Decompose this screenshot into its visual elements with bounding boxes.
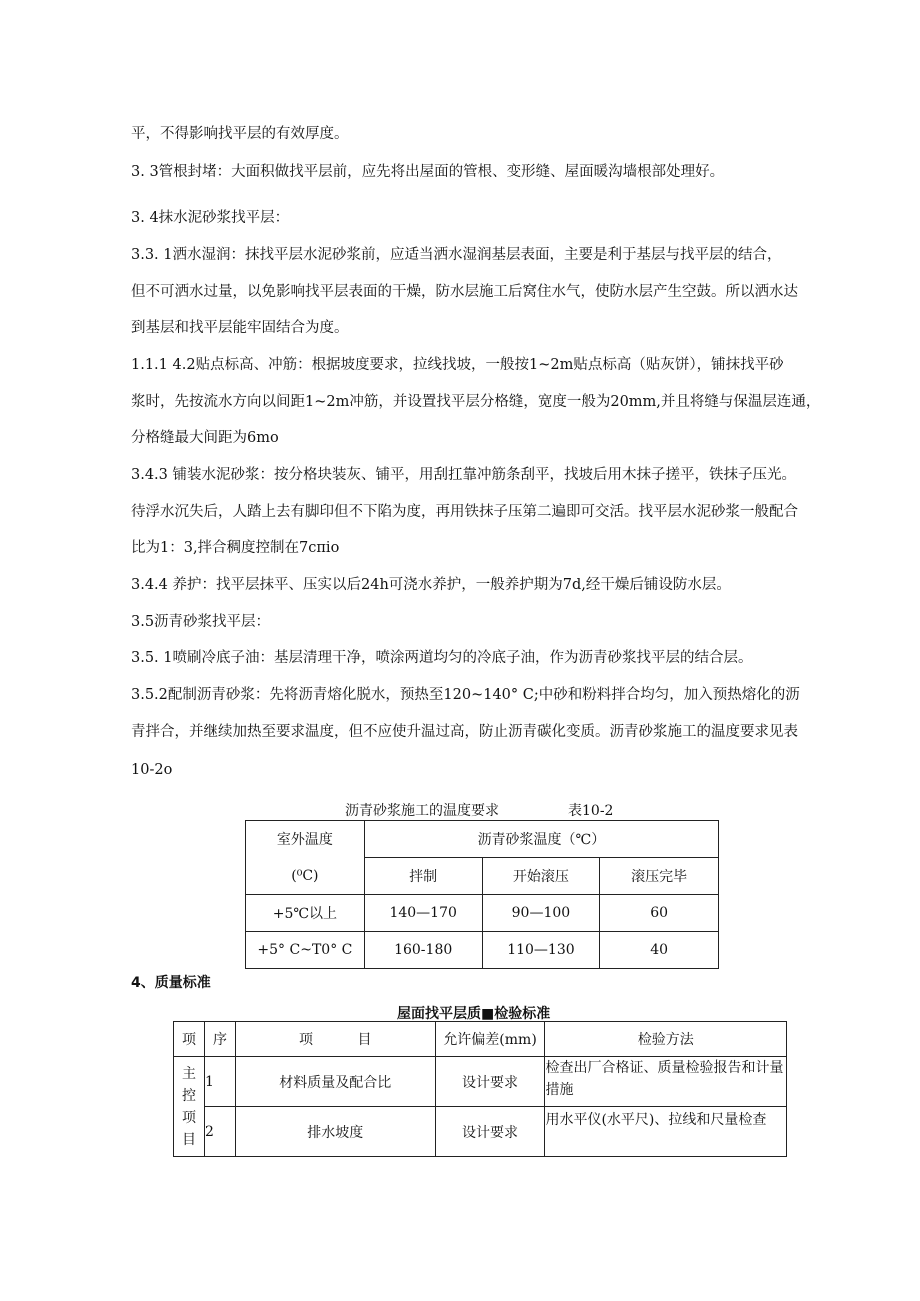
- paragraph-line: 3.4.3 铺装水泥砂浆：按分格块装灰、铺平，用刮扛靠冲筋条刮平，找坡后用木抹子搓平，铁抹子压光。: [131, 467, 796, 483]
- cell-seq: 1: [205, 1057, 236, 1107]
- table-caption: 沥青砂浆施工的温度要求: [345, 803, 499, 819]
- header-outdoor-unit: (⁰C): [246, 858, 365, 895]
- table-row: [246, 932, 719, 969]
- table-row: [174, 1107, 787, 1157]
- cell-mix: 160-180: [364, 932, 482, 969]
- paragraph-line: 青拌合，并继续加热至要求温度，但不应使升温过高，防止沥青碳化变质。沥青砂浆施工的温度要求见表: [131, 724, 798, 740]
- paragraph-line: 分格缝最大间距为6mo: [131, 430, 279, 446]
- paragraph-line: 3. 4抹水泥砂浆找平层：: [131, 210, 290, 226]
- paragraph-line: 3. 3管根封堵：大面积做找平层前，应先将出屋面的管根、变形缝、屋面暖沟墙根部处理好。: [131, 164, 725, 180]
- paragraph-line: 3.5沥青砂浆找平层：: [131, 614, 271, 630]
- table-row: [246, 895, 719, 932]
- paragraph-line: 比为1：3,拌合稠度控制在7cπio: [131, 540, 340, 556]
- paragraph-line: 平，不得影响找平层的有效厚度。: [131, 126, 349, 142]
- quality-table: [173, 1021, 787, 1157]
- paragraph-line: 到基层和找平层能牢固结合为度。: [131, 320, 349, 336]
- header-tolerance: 允许偏差(mm): [435, 1022, 545, 1057]
- cell-end: 40: [600, 932, 719, 969]
- cell-seq: 2: [205, 1107, 236, 1157]
- table-row: [174, 1057, 787, 1107]
- cell-tolerance: 设计要求: [435, 1057, 545, 1107]
- paragraph-line: 3.5.2配制沥青砂浆：先将沥青熔化脱水，预热至120~140° C;中砂和粉料拌合均匀，加入预热熔化的沥: [131, 687, 800, 703]
- group-main-control: 主控项目: [174, 1057, 205, 1157]
- paragraph-line: 10-2o: [131, 762, 173, 778]
- cell-item: 材料质量及配合比: [235, 1057, 435, 1107]
- table-number: 表10-2: [568, 803, 614, 819]
- header-seq: 序: [205, 1022, 236, 1057]
- paragraph-line: 1.1.1 4.2贴点标高、冲筋：根据坡度要求，拉线找坡，一般按1~2m贴点标高（贴灰饼），铺抹找平砂: [131, 357, 784, 373]
- header-outdoor-temp: 室外温度: [246, 821, 365, 858]
- cell-tolerance: 设计要求: [435, 1107, 545, 1157]
- header-item: 项 目: [235, 1022, 435, 1057]
- paragraph-line: 3.5. 1喷刷冷底子油：基层清理干净，喷涂两道均匀的冷底子油，作为沥青砂浆找平层的结合层。: [131, 650, 753, 666]
- cell-condition: +5° C~T0° C: [246, 932, 365, 969]
- header-start-roll: 开始滚压: [482, 858, 600, 895]
- cell-method: 检查出厂合格证、质量检验报告和计量措施: [545, 1057, 787, 1107]
- header-method: 检验方法: [545, 1022, 787, 1057]
- cell-method: 用水平仪(水平尺)、拉线和尺量检查: [545, 1107, 787, 1157]
- temperature-table: [245, 820, 719, 969]
- paragraph-line: 3.4.4 养护：找平层抹平、压实以后24h可浇水养护，一般养护期为7d,经干燥后铺设防水层。: [131, 577, 731, 593]
- section-heading: 4、质量标准: [131, 975, 211, 991]
- paragraph-line: 待浮水沉失后，人踏上去有脚印但不下陷为度，再用铁抹子压第二遍即可交活。找平层水泥砂浆一般配合: [131, 504, 798, 520]
- paragraph-line: 浆时，先按流水方向以间距1~2m冲筋，并设置找平层分格缝，宽度一般为20mm,并且将缝与保温层连通，: [131, 394, 821, 410]
- cell-item: 排水坡度: [235, 1107, 435, 1157]
- header-mix: 拌制: [364, 858, 482, 895]
- cell-end: 60: [600, 895, 719, 932]
- paragraph-line: 3.3. 1洒水湿润：抹找平层水泥砂浆前，应适当洒水湿润基层表面，主要是利于基层与找平层的结合，: [131, 247, 782, 263]
- table-caption: 屋面找平层质■检验标准: [397, 1006, 551, 1022]
- cell-condition: +5℃以上: [246, 895, 365, 932]
- paragraph-line: 但不可洒水过量，以免影响找平层表面的干燥，防水层施工后窝住水气，使防水层产生空鼓。所以洒水达: [131, 284, 798, 300]
- header-end-roll: 滚压完毕: [600, 858, 719, 895]
- header-category: 项: [174, 1022, 205, 1057]
- cell-start: 90—100: [482, 895, 600, 932]
- cell-start: 110—130: [482, 932, 600, 969]
- cell-mix: 140—170: [364, 895, 482, 932]
- header-asphalt-temp: 沥青砂浆温度（℃）: [364, 821, 718, 858]
